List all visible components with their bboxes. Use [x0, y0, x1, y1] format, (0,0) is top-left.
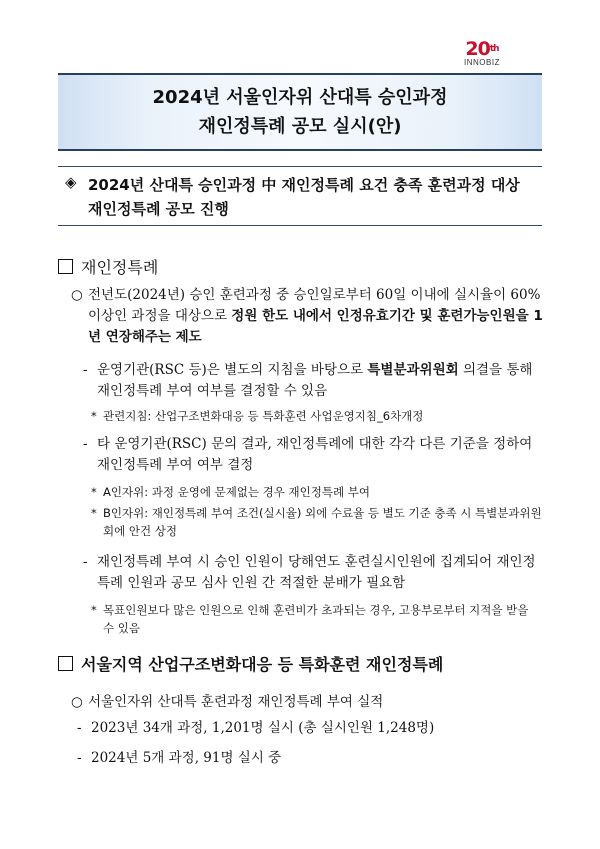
list-item — [71, 285, 543, 348]
note-text: 목표인원보다 많은 인원으로 인해 훈련비가 초과되는 경우, 고용부로부터 지적을 받을 수 있음 — [103, 603, 529, 635]
diamond-bullet-icon: ◈ — [65, 173, 77, 191]
item-text: 2023년 34개 과정, 1,201명 실시 (총 실시인원 1,248명) — [91, 720, 435, 736]
note-item — [91, 601, 543, 637]
list-item — [77, 718, 543, 739]
checkbox-square-icon — [58, 656, 73, 671]
note-text: 관련지침: 산업구조변화대응 등 특화훈련 사업운영지침_6차개정 — [103, 409, 424, 423]
note-text: A인자위: 과정 운영에 문제없는 경우 재인정특례 부여 — [103, 485, 370, 499]
title-line-1: 2024년 서울인자위 산대특 승인과정 — [152, 87, 448, 108]
item-text: 2024년 5개 과정, 91명 실시 중 — [91, 750, 282, 766]
list-item — [83, 434, 543, 476]
dash-bullet: - — [83, 554, 88, 570]
note-text: B인자위: 재인정특례 부여 조건(실시율) 외에 수료율 등 별도 기준 충족 시 특별분과위원회에 안건 상정 — [103, 506, 542, 538]
logo-text: INNOBIZ — [464, 58, 500, 67]
item-text: 서울인자위 산대특 훈련과정 재인정특례 부여 실적 — [88, 694, 384, 710]
note-item — [91, 483, 543, 501]
dash-bullet: - — [83, 436, 88, 452]
dash-bullet: - — [83, 362, 88, 378]
section-heading-special-reapproval — [58, 258, 158, 278]
item-text: 타 운영기관(RSC) 문의 결과, 재인정특례에 대한 각각 다른 기준을 정하여 재인정특례 부여 여부 결정 — [97, 436, 533, 473]
item-text: 재인정특례 부여 시 승인 인원이 당해연도 훈련실시인원에 집계되어 재인정특례 인원과 공모 심사 인원 간 적절한 분배가 필요함 — [97, 554, 536, 591]
asterisk-bullet: * — [91, 485, 97, 499]
section-heading-text: 재인정특례 — [81, 258, 159, 277]
innobiz-20th-logo — [452, 40, 512, 67]
item-text: 의결을 통해 재인정특례 부여 여부를 결정할 수 있음 — [97, 362, 533, 399]
title-line-2: 재인정특례 공모 실시(안) — [198, 116, 402, 137]
asterisk-bullet: * — [91, 506, 97, 520]
summary-box — [58, 166, 542, 226]
list-item — [83, 552, 543, 594]
title-box — [58, 73, 542, 151]
checkbox-square-icon — [58, 259, 73, 274]
dash-bullet: - — [77, 750, 82, 766]
circle-bullet-icon: ○ — [71, 287, 83, 303]
logo-number: 20 — [465, 38, 490, 60]
item-text-bold: 정원 한도 내에서 인정유효기간 및 훈련가능인원을 1년 연장해주는 제도 — [88, 308, 543, 345]
section-heading-seoul-special-training — [58, 655, 443, 675]
note-item — [91, 504, 543, 540]
dash-bullet: - — [77, 720, 82, 736]
list-item — [83, 360, 543, 402]
list-item — [77, 748, 543, 769]
logo-suffix: th — [489, 44, 499, 54]
section-heading-text: 서울지역 산업구조변화대응 등 특화훈련 재인정특례 — [81, 655, 444, 674]
item-text: 전년도(2024년) 승인 훈련과정 중 승인일로부터 60일 이내에 실시율이 60% 이상인 과정을 대상으로 — [88, 287, 541, 324]
circle-bullet-icon: ○ — [71, 694, 83, 710]
note-item — [91, 407, 543, 425]
summary-text: 2024년 산대특 승인과정 中 재인정특례 요건 충족 훈련과정 대상 재인정특례 공모 진행 — [88, 176, 520, 218]
item-text: 운영기관(RSC 등)은 별도의 지침을 바탕으로 — [97, 362, 368, 378]
summary-row — [65, 173, 535, 221]
asterisk-bullet: * — [91, 409, 97, 423]
list-item — [71, 692, 543, 713]
asterisk-bullet: * — [91, 603, 97, 617]
item-text-bold: 특별분과위원회 — [367, 362, 459, 378]
